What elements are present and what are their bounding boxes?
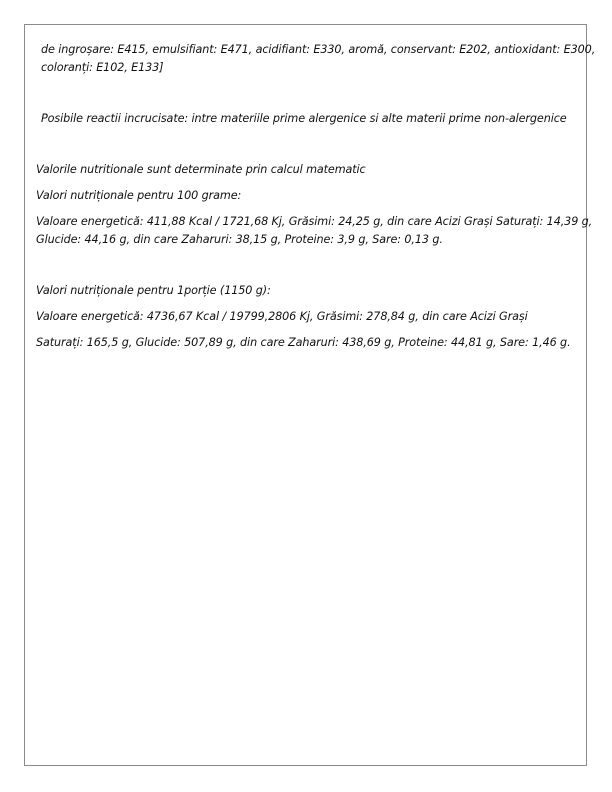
per-portion-line-2: Saturați: 165,5 g, Glucide: 507,89 g, din care Zaharuri: 438,69 g, Proteine: 44,81 g, Sare: 1,46 g. xyxy=(36,336,571,349)
ingredients-line-2: coloranți: E102, E133] xyxy=(41,61,164,74)
ingredients-line-1: de ingroșare: E415, emulsifiant: E471, acidifiant: E330, aromă, conservant: E202, antioxidant: E300, xyxy=(41,43,596,56)
page-frame xyxy=(24,24,587,766)
per-100g-line-2: Glucide: 44,16 g, din care Zaharuri: 38,15 g, Proteine: 3,9 g, Sare: 0,13 g. xyxy=(36,233,443,246)
nutrition-method-text: Valorile nutritionale sunt determinate prin calcul matematic xyxy=(36,163,366,176)
per-100g-line-1: Valoare energetică: 411,88 Kcal / 1721,68 Kj, Grăsimi: 24,25 g, din care Acizi Grași Saturați: 14,39 g, xyxy=(36,215,593,228)
per-portion-heading: Valori nutriționale pentru 1porție (1150 g): xyxy=(36,284,271,297)
per-100g-heading: Valori nutriționale pentru 100 grame: xyxy=(36,189,242,202)
cross-reactions-text: Posibile reactii incrucisate: intre materiile prime alergenice si alte materii prime non-alergenice xyxy=(41,112,567,125)
per-portion-line-1: Valoare energetică: 4736,67 Kcal / 19799,2806 Kj, Grăsimi: 278,84 g, din care Acizi Grași xyxy=(36,310,528,323)
